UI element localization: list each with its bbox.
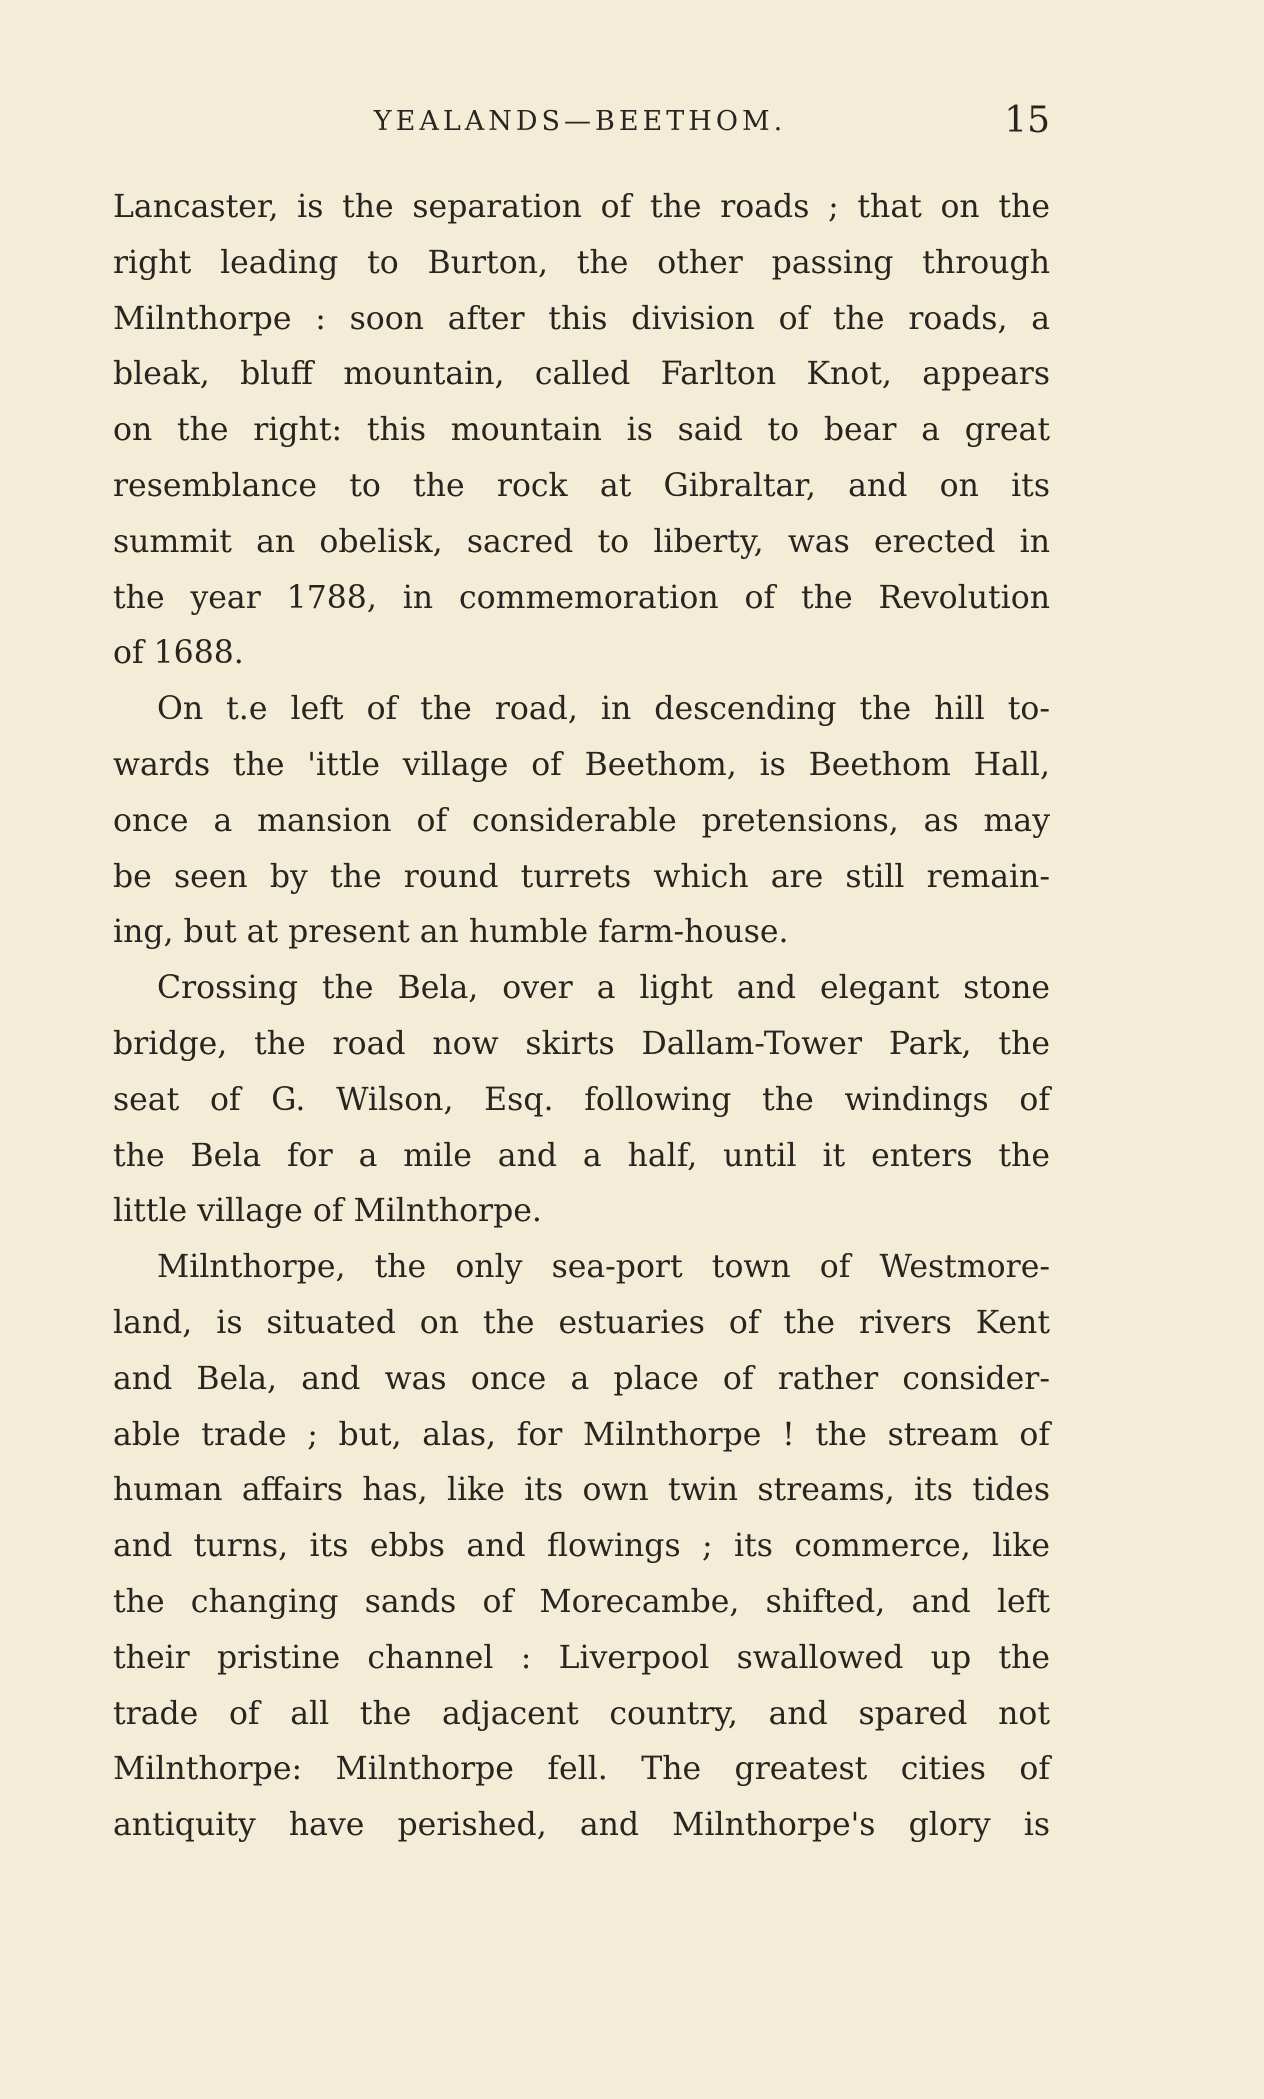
text-line: the year 1788, in commemoration of the Revolution bbox=[113, 579, 1050, 616]
page-header bbox=[110, 100, 1050, 150]
text-line: their pristine channel : Liverpool swallowed up the bbox=[113, 1639, 1050, 1676]
text-line: on the right: this mountain is said to bear a great bbox=[113, 412, 1050, 449]
text-line: little village of Milnthorpe. bbox=[113, 1193, 542, 1230]
text-line: the Bela for a mile and a half, until it enters the bbox=[113, 1137, 1050, 1174]
page-number: 15 bbox=[1004, 100, 1050, 141]
text-line: trade of all the adjacent country, and spared not bbox=[113, 1695, 1050, 1732]
text-line: land, is situated on the estuaries of the rivers Kent bbox=[113, 1304, 1050, 1341]
text-line: summit an obelisk, sacred to liberty, was erected in bbox=[113, 523, 1050, 560]
text-line: bridge, the road now skirts Dallam-Tower Park, the bbox=[113, 1025, 1050, 1062]
text-line: Milnthorpe, the only sea-port town of Westmore- bbox=[157, 1249, 1050, 1286]
running-head: YEALANDS—BEETHOM. bbox=[373, 106, 787, 137]
text-line: be seen by the round turrets which are still remain- bbox=[113, 858, 1050, 895]
text-line: the changing sands of Morecambe, shifted, and left bbox=[113, 1583, 1050, 1620]
text-line: human affairs has, like its own twin streams, its tides bbox=[113, 1472, 1050, 1509]
text-line: Milnthorpe : soon after this division of the roads, a bbox=[113, 300, 1050, 337]
text-line: of 1688. bbox=[113, 635, 244, 672]
body-text bbox=[113, 180, 1050, 1854]
text-line: and turns, its ebbs and flowings ; its commerce, like bbox=[113, 1528, 1050, 1565]
text-line: seat of G. Wilson, Esq. following the windings of bbox=[113, 1081, 1050, 1118]
text-line: resemblance to the rock at Gibraltar, and on its bbox=[113, 467, 1050, 504]
text-line: and Bela, and was once a place of rather consider- bbox=[113, 1360, 1050, 1397]
text-line: Crossing the Bela, over a light and elegant stone bbox=[157, 970, 1050, 1007]
text-line: right leading to Burton, the other passing through bbox=[113, 244, 1050, 281]
text-line: once a mansion of considerable pretensions, as may bbox=[113, 802, 1050, 839]
text-line: Milnthorpe: Milnthorpe fell. The greatest cities of bbox=[113, 1751, 1050, 1788]
text-line: able trade ; but, alas, for Milnthorpe ! the stream of bbox=[113, 1416, 1050, 1453]
text-line: antiquity have perished, and Milnthorpe's glory is bbox=[113, 1807, 1050, 1844]
text-line: Lancaster, is the separation of the roads ; that on the bbox=[113, 189, 1050, 225]
text-line: wards the 'ittle village of Beethom, is Beethom Hall, bbox=[113, 746, 1050, 783]
text-line: bleak, bluff mountain, called Farlton Knot, appears bbox=[113, 356, 1050, 393]
text-line: On t.e left of the road, in descending the hill to- bbox=[157, 691, 1050, 728]
text-line: ing, but at present an humble farm-house. bbox=[113, 914, 789, 951]
